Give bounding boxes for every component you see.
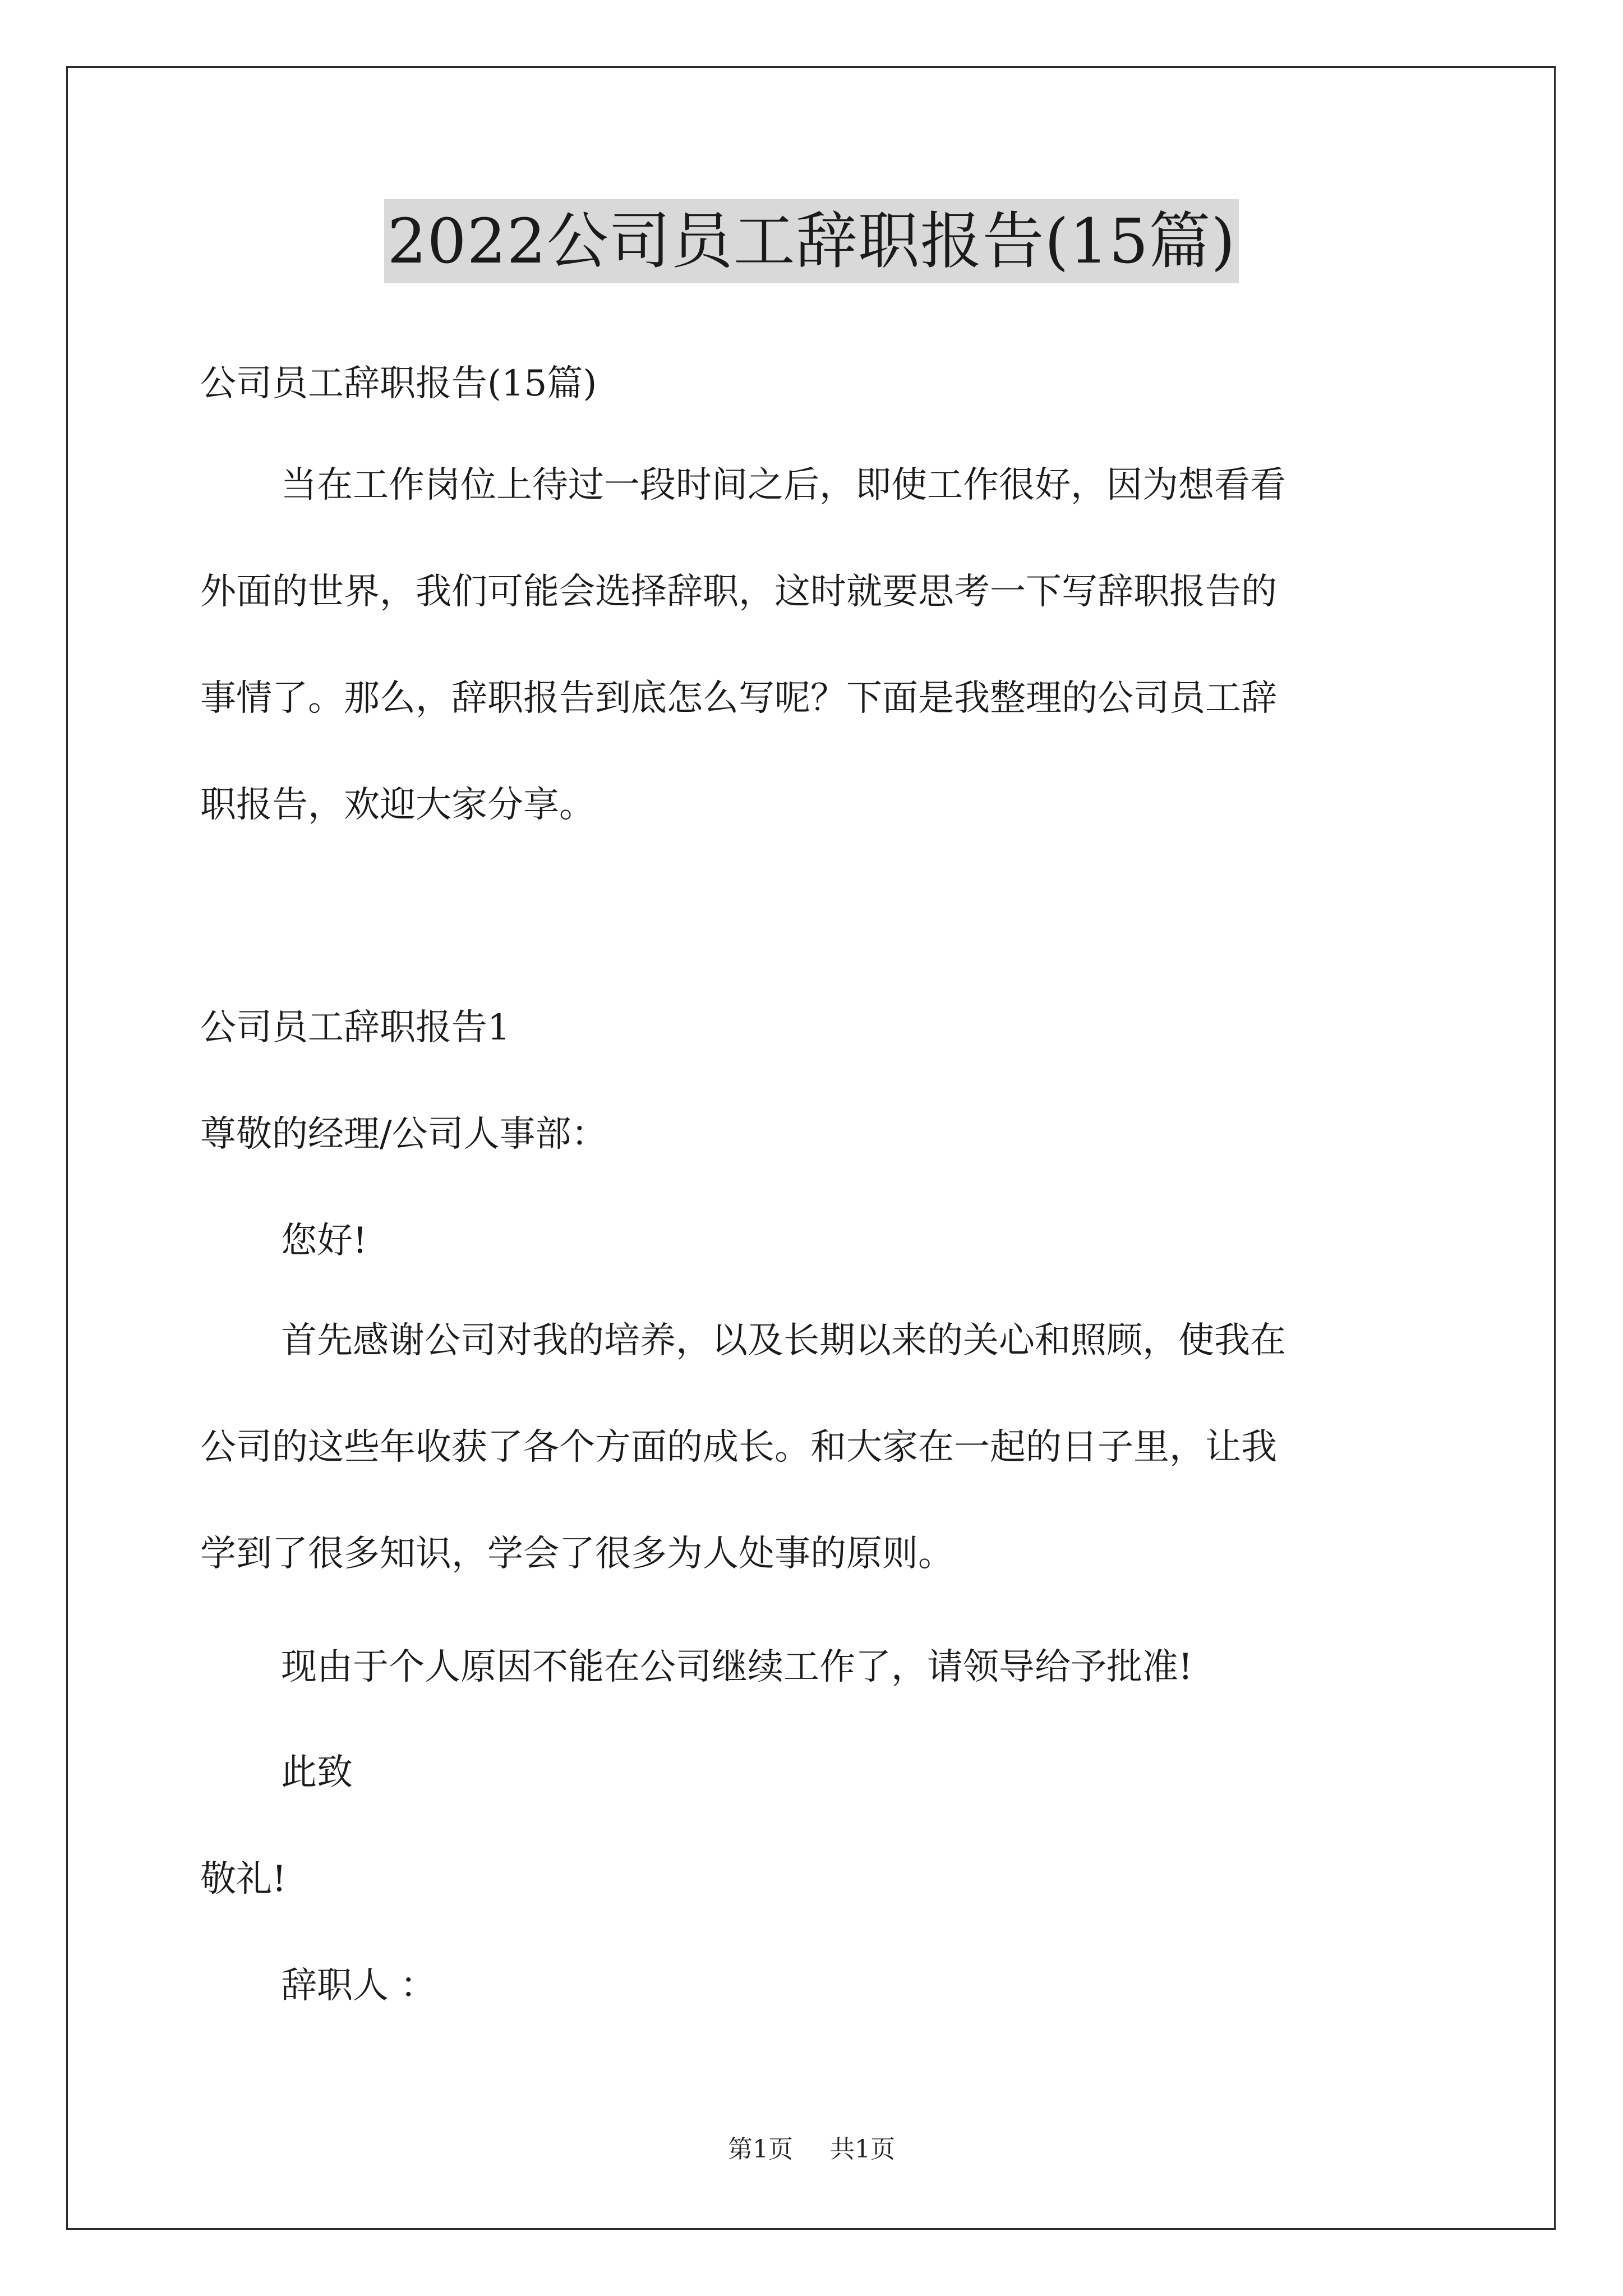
greeting: 您好! [281,1220,367,1262]
page-number: 第1页 [728,2135,793,2164]
intro-line: 职报告，欢迎大家分享。 [200,784,595,826]
body-paragraph [200,1287,1428,1607]
closing-line-2: 敬礼! [200,1858,287,1900]
page-total: 共1页 [830,2135,895,2164]
salutation: 尊敬的经理/公司人事部： [200,1114,607,1155]
intro-line: 外面的世界，我们可能会选择辞职，这时就要思考一下写辞职报告的 [200,571,1277,613]
body-line: 首先感谢公司对我的培养，以及长期以来的关心和照顾，使我在 [281,1320,1286,1361]
section-heading: 公司员工辞职报告1 [200,1007,510,1048]
document-subtitle: 公司员工辞职报告(15篇) [200,363,597,404]
body-line: 学到了很多知识，学会了很多为人处事的原则。 [200,1533,954,1575]
intro-paragraph [200,432,1428,858]
body-line: 公司的这些年收获了各个方面的成长。和大家在一起的日子里，让我 [200,1427,1277,1468]
intro-line: 事情了。那么，辞职报告到底怎么写呢？下面是我整理的公司员工辞 [200,678,1277,719]
intro-line: 当在工作岗位上待过一段时间之后，即使工作很好，因为想看看 [281,464,1286,506]
document-title: 2022公司员工辞职报告(15篇) [384,199,1239,283]
page-footer [0,2129,1623,2165]
signature-line: 辞职人 ： [281,1965,436,2007]
closing-line-1: 此致 [281,1752,353,1793]
request-line: 现由于个人原因不能在公司继续工作了，请领导给予批准! [281,1646,1193,1688]
title-container [0,199,1623,283]
